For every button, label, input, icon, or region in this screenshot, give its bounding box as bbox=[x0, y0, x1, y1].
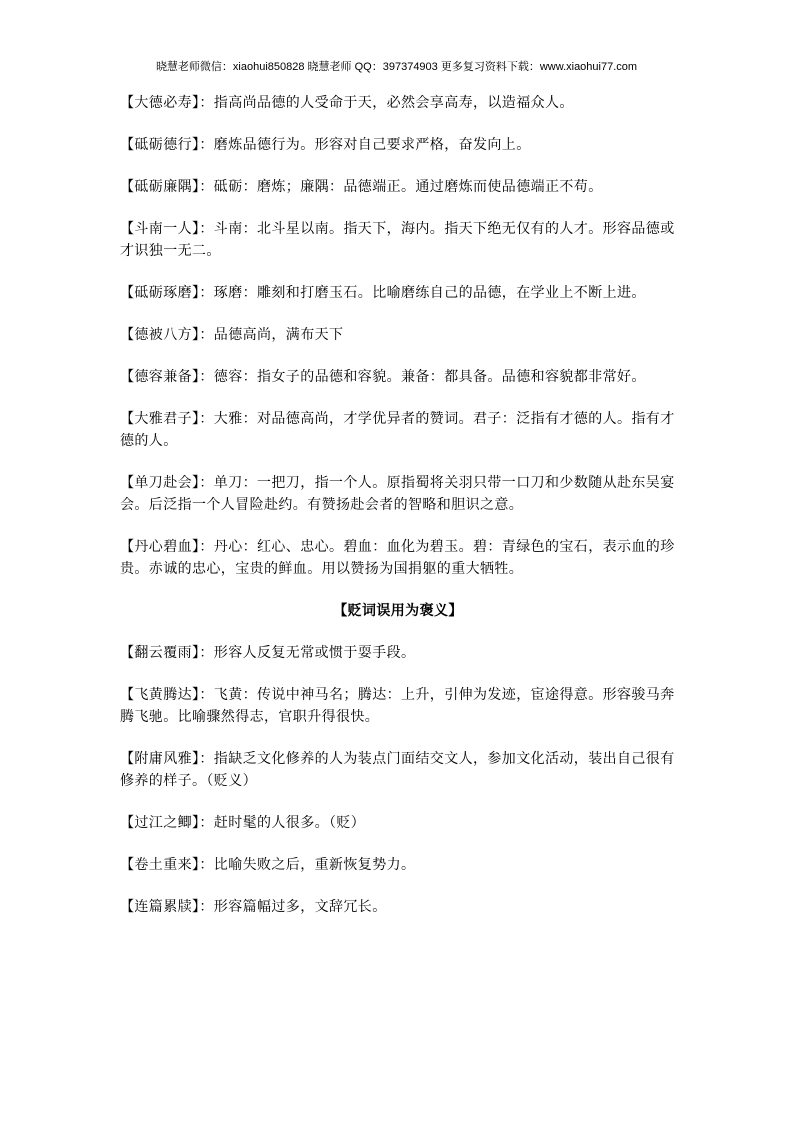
idiom-entry bbox=[120, 92, 676, 114]
idiom-definition: ：单刀：一把刀，指一个人。原指蜀将关羽只带一口刀和少数随从赴东吴宴会。后泛指一个人冒险赴约。有赞扬赴会者的智略和胆识之意。 bbox=[120, 475, 675, 513]
idiom-entry bbox=[120, 176, 676, 198]
idiom-definition: ：赶时髦的人很多。（贬） bbox=[199, 815, 366, 831]
idiom-entry bbox=[120, 366, 676, 388]
idiom-entry bbox=[120, 218, 676, 262]
section-title: 【贬词误用为褒义】 bbox=[333, 603, 463, 619]
idiom-definition: ：琢磨：雕刻和打磨玉石。比喻磨练自己的品德，在学业上不断上进。 bbox=[199, 285, 646, 301]
idiom-definition: ：品德高尚，满布天下 bbox=[199, 327, 344, 343]
idiom-definition: ：飞黄：传说中神马名；腾达：上升，引伸为发迹，宦途得意。形容骏马奔腾飞驰。比喻骤然得志，官职升得很快。 bbox=[120, 687, 675, 725]
idiom-entry bbox=[120, 854, 676, 876]
document-body bbox=[120, 92, 676, 938]
idiom-definition: ：磨炼品德行为。形容对自己要求严格，奋发向上。 bbox=[199, 137, 531, 153]
idiom-term: 【过江之鲫】 bbox=[120, 815, 200, 831]
idiom-definition: ：大雅：对品德高尚，才学优异者的赞词。君子：泛指有才德的人。指有才德的人。 bbox=[120, 411, 675, 449]
idiom-term: 【德被八方】 bbox=[120, 327, 200, 343]
idiom-term: 【斗南一人】 bbox=[120, 221, 200, 237]
idiom-entry bbox=[120, 282, 676, 304]
idiom-definition: ：砥砺：磨炼；廉隅：品德端正。通过磨炼而使品德端正不苟。 bbox=[199, 179, 603, 195]
entries-praise-group bbox=[120, 92, 676, 580]
idiom-entry bbox=[120, 896, 676, 918]
idiom-term: 【附庸风雅】 bbox=[120, 751, 200, 767]
idiom-definition: ：比喻失败之后，重新恢复势力。 bbox=[199, 857, 416, 873]
idiom-term: 【连篇累牍】 bbox=[120, 899, 200, 915]
idiom-entry bbox=[120, 472, 676, 516]
idiom-term: 【丹心碧血】 bbox=[120, 539, 200, 555]
idiom-definition: ：指缺乏文化修养的人为装点门面结交文人，参加文化活动，装出自己很有修养的样子。（贬义） bbox=[120, 751, 675, 789]
idiom-definition: ：丹心：红心、忠心。碧血：血化为碧玉。碧：青绿色的宝石，表示血的珍贵。赤诚的忠心，宝贵的鲜血。用以赞扬为国捐躯的重大牺牲。 bbox=[120, 539, 675, 577]
idiom-term: 【单刀赴会】 bbox=[120, 475, 200, 491]
idiom-entry bbox=[120, 642, 676, 664]
idiom-entry bbox=[120, 684, 676, 728]
idiom-term: 【大德必寿】 bbox=[120, 95, 200, 111]
idiom-entry bbox=[120, 812, 676, 834]
idiom-entry bbox=[120, 748, 676, 792]
entries-derogatory-group bbox=[120, 642, 676, 918]
idiom-term: 【砥砺琢磨】 bbox=[120, 285, 200, 301]
idiom-entry bbox=[120, 324, 676, 346]
idiom-definition: ：形容人反复无常或惯于耍手段。 bbox=[199, 645, 416, 661]
idiom-definition: ：指高尚品德的人受命于天，必然会享高寿，以造福众人。 bbox=[199, 95, 574, 111]
idiom-term: 【砥砺廉隅】 bbox=[120, 179, 200, 195]
idiom-term: 【飞黄腾达】 bbox=[120, 687, 200, 703]
idiom-term: 【大雅君子】 bbox=[120, 411, 200, 427]
idiom-definition: ：形容篇幅过多，文辞冗长。 bbox=[199, 899, 387, 915]
idiom-term: 【德容兼备】 bbox=[120, 369, 200, 385]
page-header: 晓慧老师微信：xiaohui850828 晓慧老师 QQ：397374903 更多复习资料下载：www.xiaohui77.com bbox=[155, 61, 638, 73]
idiom-entry bbox=[120, 408, 676, 452]
idiom-entry bbox=[120, 134, 676, 156]
idiom-term: 【卷土重来】 bbox=[120, 857, 200, 873]
idiom-definition: ：德容：指女子的品德和容貌。兼备：都具备。品德和容貌都非常好。 bbox=[199, 369, 646, 385]
idiom-definition: ：斗南：北斗星以南。指天下，海内。指天下绝无仅有的人才。形容品德或才识独一无二。 bbox=[120, 221, 675, 259]
idiom-term: 【砥砺德行】 bbox=[120, 137, 200, 153]
idiom-term: 【翻云覆雨】 bbox=[120, 645, 200, 661]
idiom-entry bbox=[120, 536, 676, 580]
